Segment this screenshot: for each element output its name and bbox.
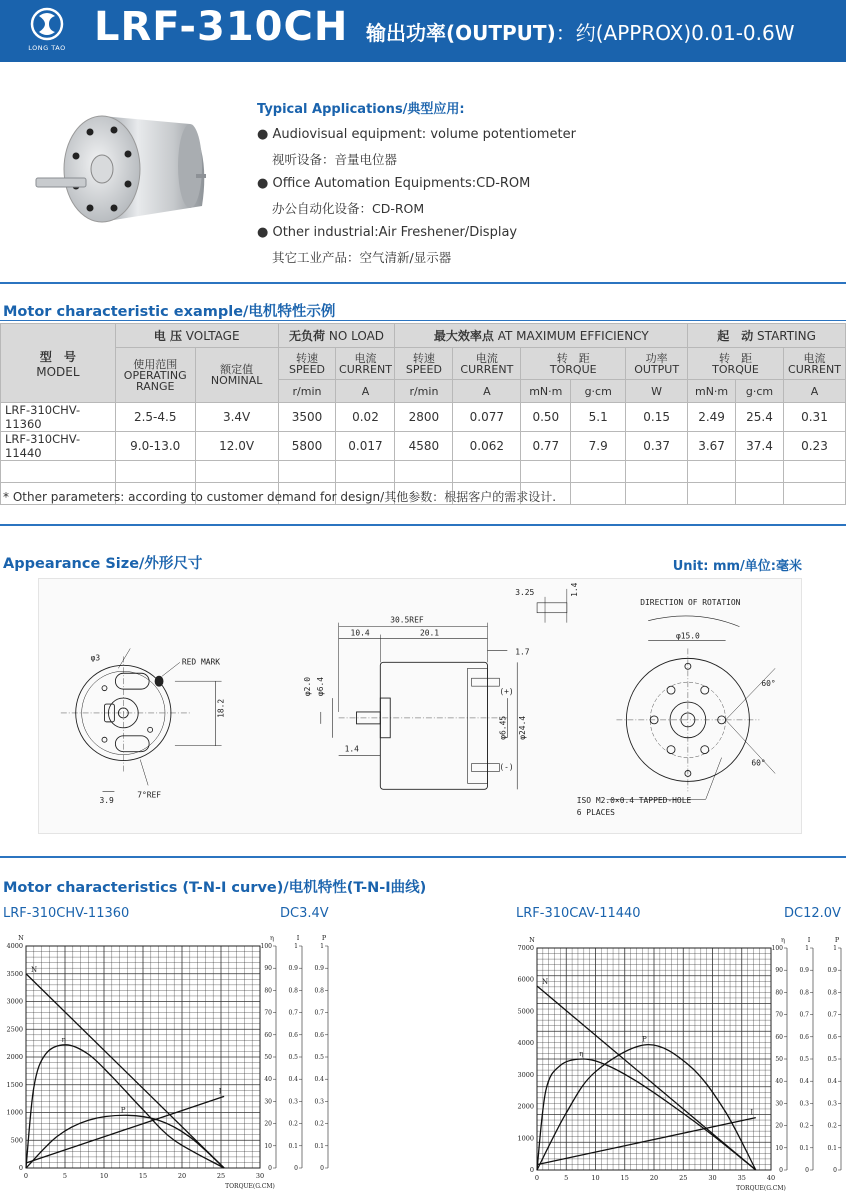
power-axis-tick-label: 0.5: [314, 1054, 324, 1061]
series-label: I: [750, 1108, 754, 1117]
x-tick-label: 25: [216, 1172, 226, 1180]
series-power-line: [26, 1115, 224, 1168]
n-tick-label: 5000: [517, 1007, 534, 1016]
nominal-header: [195, 348, 278, 403]
eff-axis-tick-label: 20: [264, 1120, 272, 1128]
dim-phi6-45: φ6.45: [498, 715, 508, 740]
series-label: P: [120, 1106, 126, 1115]
operating-range-header: [115, 348, 195, 403]
maxeff-header: [395, 324, 688, 348]
places-note: 6 PLACES: [576, 808, 615, 818]
application-item: ● Other industrial:Air Freshener/Display: [257, 225, 518, 240]
current-en: CURRENT: [339, 362, 392, 376]
application-item-zh: 办公自动化设备：CD-ROM: [272, 200, 425, 216]
eff-axis-tick-label: 100: [771, 945, 783, 952]
nl-speed-header: [278, 348, 336, 380]
power-axis-tick-label: 1: [833, 945, 837, 952]
cell-st-torque-gcm: 37.4: [736, 432, 784, 461]
curves-title: Motor characteristics (T-N-I curve)/电机特性(T-N-I曲线): [3, 880, 427, 896]
current-axis-tick-label: 0.3: [799, 1100, 809, 1108]
starting-zh: 起 动: [717, 329, 754, 343]
power-axis-tick-label: 0.2: [827, 1122, 837, 1130]
chart-grid: [537, 948, 771, 1170]
power-axis-tick-label: 0.6: [827, 1033, 837, 1041]
n-tick-label: 3000: [517, 1070, 534, 1079]
x-tick-label: 15: [138, 1172, 148, 1180]
current-zh: 电流: [803, 351, 826, 365]
eff-axis-tick-label: 20: [775, 1122, 783, 1130]
operating-zh: 使用范围: [133, 357, 178, 371]
dim-18-2: 18.2: [216, 698, 226, 718]
logo-emblem-icon: [27, 6, 67, 42]
current-axis-tick-label: 0.9: [288, 965, 298, 973]
n-tick-label: 7000: [517, 944, 534, 952]
nominal-en: NOMINAL: [210, 374, 263, 387]
front-view: [607, 616, 776, 799]
me-speed-header: [395, 348, 453, 380]
dim-phi3: φ3: [90, 653, 101, 663]
x-tick-label: 35: [737, 1174, 746, 1182]
tni-chart-left: [0, 928, 340, 1196]
n-tick-label: 4000: [517, 1039, 534, 1048]
dim-red-mark: RED MARK: [181, 657, 221, 667]
n-tick-label: 2500: [6, 1025, 23, 1034]
eff-axis-title: η: [781, 936, 785, 944]
eff-axis-tick-label: 80: [264, 987, 272, 995]
right-chart-model: LRF-310CAV-11440: [516, 906, 641, 921]
power-axis-tick-label: 0.8: [314, 987, 324, 995]
eff-axis-tick-label: 50: [775, 1056, 783, 1063]
cell-model: LRF-310CHV-11360: [1, 403, 116, 432]
appearance-title: Appearance Size/外形尺寸: [3, 556, 203, 572]
cell-me-speed: 2800: [395, 403, 453, 432]
brand-logo: [12, 6, 82, 58]
n-tick-label: 2000: [517, 1102, 534, 1111]
current-axis-tick-label: 0.5: [799, 1056, 809, 1063]
current-axis-tick-label: 0.6: [799, 1033, 809, 1041]
eff-axis-tick-label: 60: [264, 1031, 272, 1039]
x-tick-label: 20: [649, 1174, 659, 1182]
current-axis-tick-label: 0.4: [288, 1076, 298, 1084]
tni-chart-right: [505, 928, 846, 1196]
cell-me-torque-gcm: 7.9: [571, 432, 626, 461]
cell-nominal: 3.4V: [195, 403, 278, 432]
n-tick-label: 1500: [6, 1080, 23, 1089]
speed-zh: 转速: [412, 351, 435, 365]
n-tick-label: 2000: [6, 1053, 23, 1061]
cell-me-torque-gcm: 5.1: [571, 403, 626, 432]
torque-en: TORQUE: [712, 362, 759, 376]
voltage-en: VOLTAGE: [185, 329, 240, 343]
unit-cell: mN·m: [521, 380, 571, 403]
output-label: 输出功率(OUTPUT): [366, 21, 556, 45]
unit-label: Unit: mm/单位:毫米: [672, 559, 802, 574]
current-axis-tick-label: 0.6: [288, 1031, 298, 1039]
eff-axis-tick-label: 90: [775, 967, 783, 975]
noload-zh: 无负荷: [289, 329, 326, 343]
terminal-minus: (-): [499, 762, 514, 772]
rotation-direction: DIRECTION OF ROTATION: [640, 597, 741, 607]
cell-range: 2.5-4.5: [115, 403, 195, 432]
x-axis-title: TORQUE(G.CM): [736, 1185, 786, 1192]
section-divider: [0, 282, 846, 284]
noload-en: NO LOAD: [328, 329, 385, 343]
current-axis-tick-label: 0: [805, 1167, 809, 1174]
operating-en2: RANGE: [136, 379, 175, 393]
n-tick-label: 4000: [6, 942, 23, 950]
x-tick-label: 20: [177, 1172, 187, 1180]
eff-axis-tick-label: 30: [264, 1098, 272, 1106]
power-axis-tick-label: 0.3: [314, 1098, 324, 1106]
current-axis-tick-label: 0.1: [799, 1144, 809, 1152]
application-item: ● Office Automation Equipments:CD-ROM: [257, 176, 531, 191]
current-axis-tick-label: 0.5: [288, 1054, 298, 1061]
power-axis-tick-label: 0.4: [827, 1078, 837, 1086]
series-label: N: [541, 978, 549, 987]
x-tick-label: 25: [679, 1174, 688, 1182]
n-tick-label: 6000: [517, 975, 534, 984]
dim-phi2: φ2.0: [302, 677, 312, 697]
cell-me-output: 0.15: [626, 403, 688, 432]
cell-st-current: 0.23: [783, 432, 845, 461]
dim-7-ref: 7°REF: [137, 790, 162, 800]
dim-30-5-ref: 30.5REF: [390, 615, 424, 625]
power-axis-tick-label: 0.7: [827, 1011, 837, 1019]
table-row: [1, 403, 846, 432]
unit-cell: r/min: [278, 380, 336, 403]
cell-me-torque-mnm: 0.50: [521, 403, 571, 432]
current-axis-tick-label: 0.7: [288, 1009, 298, 1017]
eff-axis-tick-label: 80: [775, 989, 783, 997]
dim-1-4-terminal: 1.4: [569, 582, 579, 597]
current-en: CURRENT: [460, 362, 514, 376]
applications-title: Typical Applications/典型应用:: [257, 102, 465, 117]
maxeff-zh: 最大效率点: [433, 329, 494, 343]
current-axis-tick-label: 0.8: [799, 989, 809, 997]
current-zh: 电流: [475, 351, 498, 365]
speed-en: SPEED: [289, 362, 326, 376]
chart-grid: [26, 946, 260, 1168]
eff-axis-tick-label: 10: [775, 1144, 783, 1152]
cell-me-current: 0.077: [453, 403, 521, 432]
dim-10-4: 10.4: [350, 628, 370, 638]
table-row-empty: [1, 461, 846, 483]
spec-table: [0, 323, 846, 505]
eff-axis-tick-label: 50: [264, 1054, 272, 1061]
dim-phi24-4: φ24.4: [518, 715, 528, 740]
current-axis-tick-label: 0.9: [799, 967, 809, 975]
x-tick-label: 15: [620, 1174, 629, 1182]
unit-cell: A: [453, 380, 521, 403]
starting-en: STARTING: [757, 329, 816, 343]
nl-current-header: [336, 348, 395, 380]
cell-st-torque-gcm: 25.4: [736, 403, 784, 432]
motor-photo: [32, 94, 212, 244]
cell-st-current: 0.31: [783, 403, 845, 432]
output-value: ：约(APPROX)0.01-0.6W: [555, 21, 795, 45]
maxeff-en: AT MAXIMUM EFFICIENCY: [497, 329, 649, 343]
power-axis-tick-label: 0.9: [314, 965, 324, 973]
page-title: LRF-310CH: [94, 4, 349, 50]
voltage-header: [115, 324, 278, 348]
n-tick-label: 3000: [6, 997, 23, 1006]
model-header: [1, 324, 116, 403]
me-current-header: [453, 348, 521, 380]
series-label: η: [579, 1050, 584, 1058]
rear-view: [61, 648, 222, 791]
series-label: P: [642, 1035, 647, 1044]
series-power-line: [537, 1045, 756, 1170]
operating-en1: OPERATING: [123, 368, 187, 382]
current-axis-tick-label: 0.7: [799, 1011, 809, 1019]
power-axis-tick-label: 1: [320, 943, 324, 950]
eff-axis-tick-label: 0: [268, 1165, 272, 1172]
eff-axis-tick-label: 100: [260, 943, 272, 950]
power-axis-tick-label: 0.3: [827, 1100, 837, 1108]
speed-en: SPEED: [405, 362, 442, 376]
current-zh: 电流: [354, 351, 377, 365]
eff-axis-tick-label: 70: [264, 1009, 272, 1017]
tapped-hole-note: ISO M2.0×0.4 TAPPED-HOLE: [576, 796, 692, 806]
current-axis-tick-label: 0.1: [288, 1142, 298, 1150]
st-torque-header: [688, 348, 784, 380]
power-axis-tick-label: 0.7: [314, 1009, 324, 1017]
cell-st-torque-mnm: 3.67: [688, 432, 736, 461]
section-divider: [0, 856, 846, 858]
application-item: ● Audiovisual equipment: volume potentiometer: [257, 127, 576, 142]
model-header-zh: 型 号: [39, 349, 76, 364]
eff-axis-title: η: [270, 934, 274, 942]
dim-phi6-4: φ6.4: [315, 677, 325, 697]
cell-me-speed: 4580: [395, 432, 453, 461]
cell-nl-current: 0.02: [336, 403, 395, 432]
unit-cell: g·cm: [571, 380, 626, 403]
current-axis-tick-label: 1: [805, 945, 809, 952]
side-view: [321, 623, 517, 790]
voltage-zh: 电 压: [153, 329, 182, 343]
nominal-zh: 额定值: [220, 363, 254, 376]
section-divider: [0, 524, 846, 526]
noload-header: [278, 324, 395, 348]
eff-axis-tick-label: 0: [779, 1167, 783, 1174]
power-axis-tick-label: 0.9: [827, 967, 837, 975]
speed-zh: 转速: [296, 351, 319, 365]
unit-cell: A: [783, 380, 845, 403]
application-item-zh: 其它工业产品：空气清新/显示器: [272, 249, 452, 265]
x-tick-label: 40: [766, 1174, 776, 1182]
dimension-drawing: [38, 578, 802, 834]
x-tick-label: 10: [591, 1174, 600, 1182]
output-power: [366, 17, 795, 46]
series-label: η: [61, 1035, 66, 1044]
eff-axis-tick-label: 10: [264, 1142, 272, 1150]
x-tick-label: 5: [62, 1172, 68, 1180]
current-axis-tick-label: 0.2: [799, 1122, 809, 1130]
current-axis-title: I: [296, 934, 300, 942]
left-chart-voltage: DC3.4V: [280, 906, 329, 921]
right-chart-voltage: DC12.0V: [784, 906, 841, 921]
series-label: I: [218, 1087, 222, 1096]
cell-nl-speed: 5800: [278, 432, 336, 461]
characteristics-title: Motor characteristic example/电机特性示例: [3, 304, 336, 320]
eff-axis-tick-label: 90: [264, 965, 272, 973]
output-zh: 功率: [645, 351, 668, 365]
dim-3-25: 3.25: [515, 587, 535, 597]
eff-axis-tick-label: 40: [775, 1078, 783, 1086]
logo-text: LONG TAO: [28, 44, 66, 52]
output-en: OUTPUT: [634, 362, 680, 376]
n-tick-label: 0: [529, 1166, 534, 1174]
model-header-en: MODEL: [36, 364, 80, 379]
power-axis-title: P: [321, 934, 327, 942]
torque-zh: 转 距: [556, 351, 590, 365]
power-axis-tick-label: 0.1: [314, 1142, 324, 1150]
cell-me-output: 0.37: [626, 432, 688, 461]
dim-60-b: 60°: [751, 758, 766, 768]
unit-cell: W: [626, 380, 688, 403]
other-parameters-note: * Other parameters: according to customer demand for design/其他参数：根据客户的需求设计.: [3, 490, 557, 504]
current-en: CURRENT: [788, 362, 841, 376]
series-speed-line: [26, 974, 224, 1168]
current-axis-tick-label: 0.8: [288, 987, 298, 995]
section-divider: [0, 320, 846, 321]
application-item-zh: 视听设备：音量电位器: [272, 151, 398, 167]
series-label: N: [30, 965, 38, 974]
terminal-plus: (+): [499, 687, 514, 697]
power-axis-tick-label: 0: [320, 1165, 324, 1172]
dim-phi15: φ15.0: [675, 631, 700, 641]
typical-applications: [257, 98, 817, 270]
cell-model: LRF-310CHV-11440: [1, 432, 116, 461]
me-output-header: [626, 348, 688, 380]
power-axis-tick-label: 0.6: [314, 1031, 324, 1039]
n-tick-label: 3500: [6, 969, 23, 978]
starting-header: [688, 324, 846, 348]
dim-3-9: 3.9: [99, 796, 114, 806]
torque-en: TORQUE: [549, 362, 597, 376]
n-axis-title: N: [529, 936, 535, 944]
terminal-detail: [537, 589, 567, 623]
dim-60-a: 60°: [761, 679, 776, 689]
header-bar: [0, 0, 846, 62]
table-row: [1, 432, 846, 461]
n-tick-label: 1000: [517, 1134, 534, 1143]
power-axis-tick-label: 0.5: [827, 1056, 837, 1063]
cell-nl-current: 0.017: [336, 432, 395, 461]
power-axis-tick-label: 0.1: [827, 1144, 837, 1152]
x-tick-label: 30: [708, 1174, 717, 1182]
current-axis-tick-label: 0.4: [799, 1078, 809, 1086]
current-axis-tick-label: 0.3: [288, 1098, 298, 1106]
cell-nominal: 12.0V: [195, 432, 278, 461]
unit-cell: r/min: [395, 380, 453, 403]
dim-1-4: 1.4: [344, 744, 359, 754]
n-tick-label: 500: [10, 1136, 23, 1145]
dim-1-7: 1.7: [515, 647, 530, 657]
eff-axis-tick-label: 70: [775, 1011, 783, 1019]
current-axis-tick-label: 1: [294, 943, 298, 950]
x-tick-label: 0: [23, 1172, 29, 1180]
torque-zh: 转 距: [719, 351, 753, 365]
cell-me-current: 0.062: [453, 432, 521, 461]
cell-nl-speed: 3500: [278, 403, 336, 432]
eff-axis-tick-label: 30: [775, 1100, 783, 1108]
x-axis-title: TORQUE(G.CM): [225, 1183, 275, 1190]
power-axis-tick-label: 0: [833, 1167, 837, 1174]
x-tick-label: 30: [255, 1172, 265, 1180]
series-current-line: [537, 1118, 756, 1165]
dim-20-1: 20.1: [420, 628, 440, 638]
power-axis-tick-label: 0.2: [314, 1120, 324, 1128]
x-tick-label: 0: [534, 1174, 540, 1182]
x-tick-label: 5: [564, 1174, 569, 1182]
cell-range: 9.0-13.0: [115, 432, 195, 461]
n-tick-label: 0: [18, 1164, 23, 1172]
st-current-header: [783, 348, 845, 380]
cell-me-torque-mnm: 0.77: [521, 432, 571, 461]
power-axis-tick-label: 0.4: [314, 1076, 324, 1084]
left-chart-model: LRF-310CHV-11360: [3, 906, 130, 921]
me-torque-header: [521, 348, 626, 380]
cell-st-torque-mnm: 2.49: [688, 403, 736, 432]
unit-cell: g·cm: [736, 380, 784, 403]
n-axis-title: N: [18, 934, 24, 942]
current-axis-tick-label: 0.2: [288, 1120, 298, 1128]
n-tick-label: 1000: [6, 1108, 23, 1117]
unit-cell: mN·m: [688, 380, 736, 403]
current-axis-title: I: [807, 936, 811, 944]
eff-axis-tick-label: 60: [775, 1033, 783, 1041]
eff-axis-tick-label: 40: [264, 1076, 272, 1084]
current-axis-tick-label: 0: [294, 1165, 298, 1172]
unit-cell: A: [336, 380, 395, 403]
x-tick-label: 10: [99, 1172, 109, 1180]
power-axis-title: P: [834, 936, 840, 944]
power-axis-tick-label: 0.8: [827, 989, 837, 997]
